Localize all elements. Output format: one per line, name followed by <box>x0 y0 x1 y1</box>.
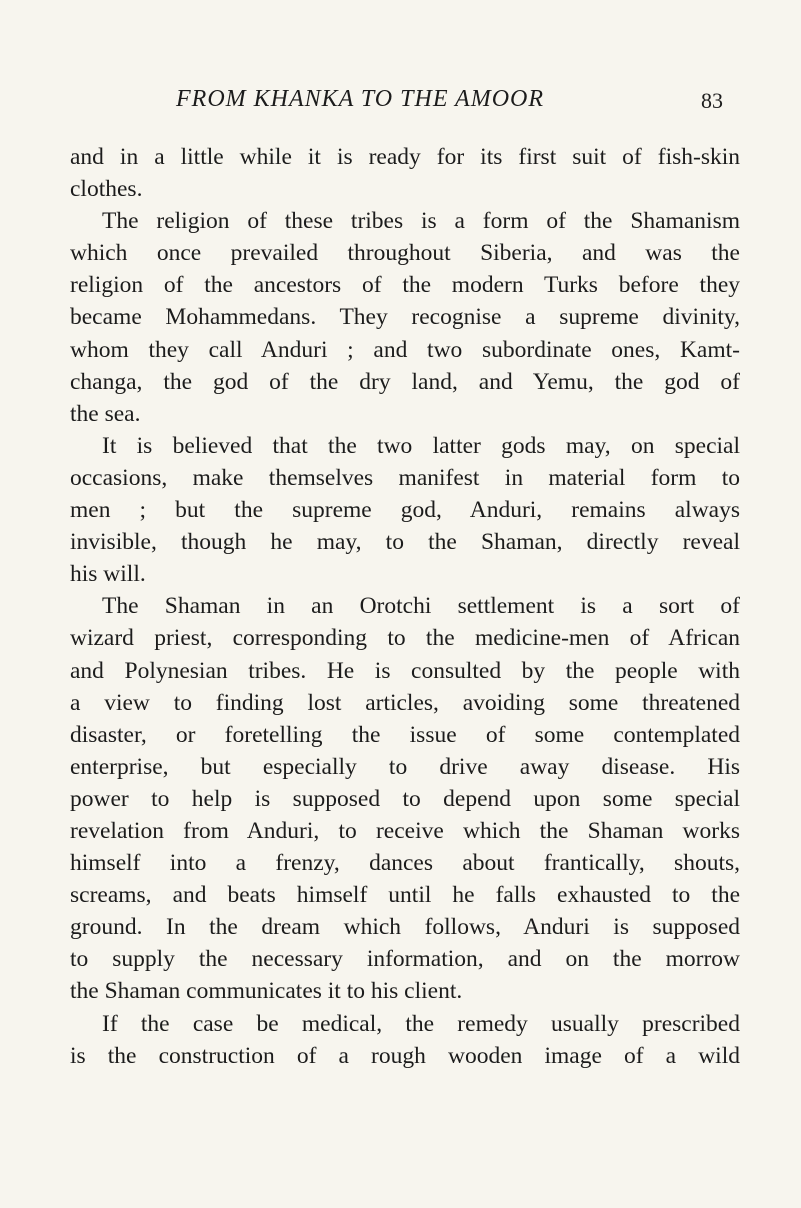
text-line: which once prevailed throughout Siberia, and was the <box>70 240 740 267</box>
text-line: revelation from Anduri, to receive which the Shaman works <box>70 817 740 844</box>
body-text <box>70 141 740 1072</box>
text-line: wizard priest, corresponding to the medicine-men of African <box>70 625 740 652</box>
text-line: himself into a frenzy, dances about frantically, shouts, <box>70 850 740 877</box>
text-line: power to help is supposed to depend upon some special <box>70 785 740 812</box>
text-line: If the case be medical, the remedy usually prescribed <box>102 1010 740 1037</box>
text-line: changa, the god of the dry land, and Yemu, the god of <box>70 368 740 395</box>
text-line: is the construction of a rough wooden image of a wild <box>70 1042 740 1069</box>
text-line: disaster, or foretelling the issue of some contemplated <box>70 721 740 748</box>
text-line: screams, and beats himself until he falls exhausted to the <box>70 882 740 909</box>
text-line: ground. In the dream which follows, Anduri is supposed <box>70 914 740 941</box>
text-line: enterprise, but especially to drive away disease. His <box>70 753 740 780</box>
text-line: and in a little while it is ready for its first suit of fish-skin <box>70 144 740 170</box>
text-line: occasions, make themselves manifest in material form to <box>70 464 740 491</box>
text-line: It is believed that the two latter gods may, on special <box>102 432 740 459</box>
running-head <box>0 86 801 122</box>
text-line: the Shaman communicates it to his client. <box>70 978 463 1005</box>
running-title: FROM KHANKA TO THE AMOOR <box>176 86 545 112</box>
text-line: invisible, though he may, to the Shaman, directly reveal <box>70 529 740 556</box>
text-line: whom they call Anduri ; and two subordinate ones, Kamt- <box>70 336 740 363</box>
text-line: a view to finding lost articles, avoiding some threatened <box>70 689 740 716</box>
text-line: The Shaman in an Orotchi settlement is a sort of <box>102 593 740 620</box>
text-line: his will. <box>70 561 146 588</box>
text-line: and Polynesian tribes. He is consulted by the people with <box>70 657 740 684</box>
text-line: became Mohammedans. They recognise a supreme divinity, <box>70 304 740 331</box>
text-line: clothes. <box>70 176 143 203</box>
text-line: men ; but the supreme god, Anduri, remains always <box>70 497 740 524</box>
page-number: 83 <box>701 88 723 113</box>
text-line: religion of the ancestors of the modern Turks before they <box>70 272 740 299</box>
text-line: the sea. <box>70 400 141 427</box>
text-line: The religion of these tribes is a form of the Shamanism <box>102 208 740 235</box>
text-line: to supply the necessary information, and on the morrow <box>70 946 740 973</box>
